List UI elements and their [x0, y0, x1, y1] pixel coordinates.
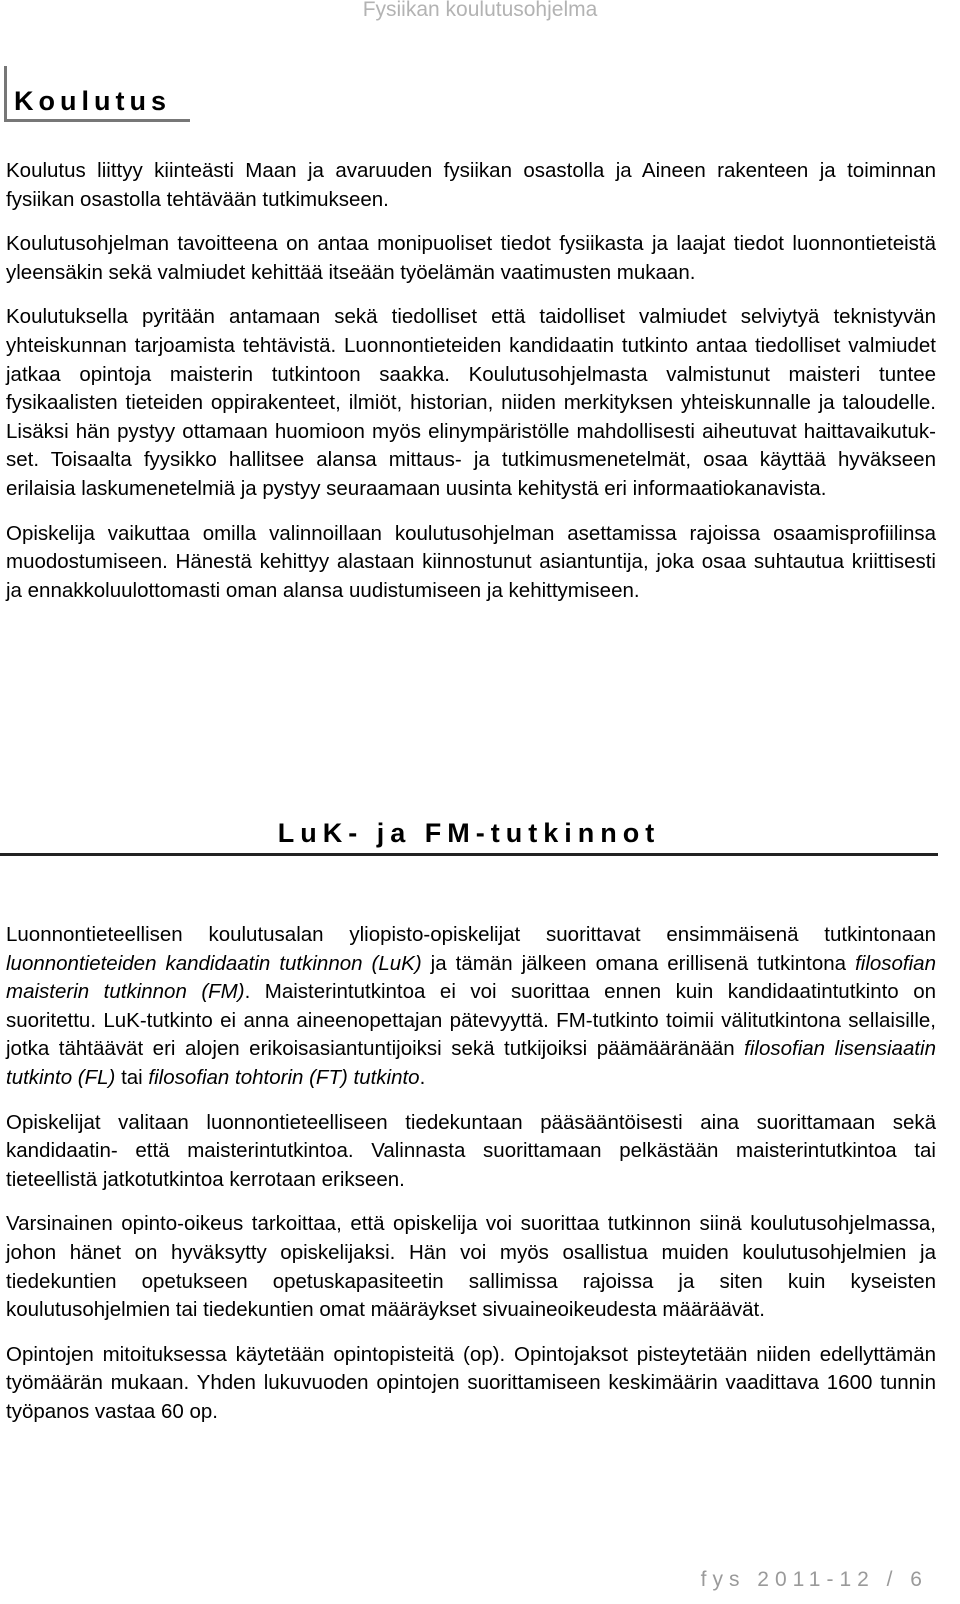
text-run: tai — [115, 1065, 149, 1089]
text-run: . Maisterintutkintoa ei voi suorittaa ennen kuin kandidaatintutkinto on suoritettu. LuK-tutkinto ei anna aineenopettajan pätevyyttä. FM-tutkinto toimii välitutkintona sellaisille, jotka tähtäävät eri alojen erikoisasiantuntijoiksi sekä tutkijoiksi päämääränään — [6, 980, 936, 1061]
paragraph: Koulutuksella pyritään antamaan sekä tiedolliset että taidolliset valmiudet selviytyä teknistyvän yhteiskunnan tarjoamista tehtävistä. Luonnontieteiden kandidaatin tutkinto antaa tiedolliset valmiudet jatkaa opintoja maisterin tutkintoon saakka. Koulutusohjelmasta valmistunut maisteri tuntee fysikaalisten tieteiden oppirakenteet, ilmiöt, historian, niiden merkityksen yhteiskunnalle ja taloudelle. Lisäksi hän pystyy ottamaan huomioon myös elinympäristölle mahdollisesti aiheutuvat haittavaikutukset. Toisaalta fyysikko hallitsee alansa mittaus- ja tutkimusmenetelmät, osaa käyttää hyväkseen erilaisia laskumenetelmiä ja pystyy seuraamaan uusinta kehitystä eri informaatiokanavista. — [6, 305, 936, 500]
heading-underline — [0, 853, 938, 856]
page-footer: fys 2011-12 / 6 — [700, 1568, 928, 1591]
paragraph: Opiskelijat valitaan luonnontieteelliseen tiedekuntaan pääsääntöisesti aina suorittamaan sekä kandidaatin- että maisterintutkintoa. Valinnasta suorittamaan pelkästään maisterintutkintoa tai tieteellistä jatkotutkintoa kerrotaan erikseen. — [6, 1110, 936, 1191]
paragraph: Opiskelija vaikuttaa omilla valinnoillaan koulutusohjelman asettamissa rajoissa osaamisprofiilinsa muodostumiseen. Hänestä kehittyy alastaan kiinnostunut asiantuntija, joka osaa suhtautua kriittisesti ja ennakkoluulottomasti oman alansa uudistumiseen ja kehittymiseen. — [6, 521, 936, 602]
running-header: Fysiikan koulutusohjelma — [362, 0, 598, 21]
italic-term: filosofian maisterin tutkinnon (FM) — [6, 951, 936, 1004]
paragraph: Opintojen mitoituksessa käytetään opintopisteitä (op). Opintojaksot pisteytetään niiden edellyttämän työmäärän mukaan. Yhden lukuvuoden opintojen suorittamiseen keskimäärin vaadittava 1600 tunnin työpanos vastaa 60 op. — [6, 1342, 936, 1423]
italic-term: filosofian tohtorin (FT) tutkinto — [148, 1065, 420, 1089]
section-koulutus — [6, 157, 936, 621]
text-run: ja tämän jälkeen omana erillisenä tutkintona — [421, 951, 856, 975]
text-run: Luonnontieteellisen koulutusalan yliopisto-opiskelijat suorittavat ensimmäisenä tutkintonaan — [6, 923, 936, 946]
section-heading-tutkinnot: LuK- ja FM-tutkinnot — [277, 818, 661, 848]
section-heading-koulutus: Koulutus — [14, 86, 171, 116]
italic-term: filosofian lisensiaatin tutkinto (FL) — [6, 1037, 936, 1089]
section-tutkinnot — [6, 921, 936, 1443]
text-run: . — [419, 1065, 426, 1089]
paragraph: Koulutus liittyy kiinteästi Maan ja avaruuden fysiikan osastolla ja Aineen rakenteen ja toiminnan fysiikan osastolla tehtävään tutkimukseen. — [6, 159, 936, 211]
paragraph — [6, 921, 936, 1093]
paragraph: Koulutusohjelman tavoitteena on antaa monipuoliset tiedot fysiikasta ja laajat tiedot luonnontieteistä yleensäkin sekä valmiudet kehittää itseään työelämän vaatimusten mukaan. — [6, 232, 936, 284]
paragraph: Varsinainen opinto-oikeus tarkoittaa, että opiskelija voi suorittaa tutkinnon siinä koulutusohjelmassa, johon hänet on hyväksytty opiskelijaksi. Hän voi myös osallistua muiden koulutusohjelmien ja tiedekuntien opetukseen opetuskapasiteetin sallimissa rajoissa ja siten kuin kyseisten koulutusohjelmien tai tiedekuntien omat määräykset sivuaineoikeudesta määräävät. — [6, 1212, 936, 1322]
italic-term: luonnontieteiden kandidaatin tutkinnon (LuK) — [6, 951, 422, 975]
